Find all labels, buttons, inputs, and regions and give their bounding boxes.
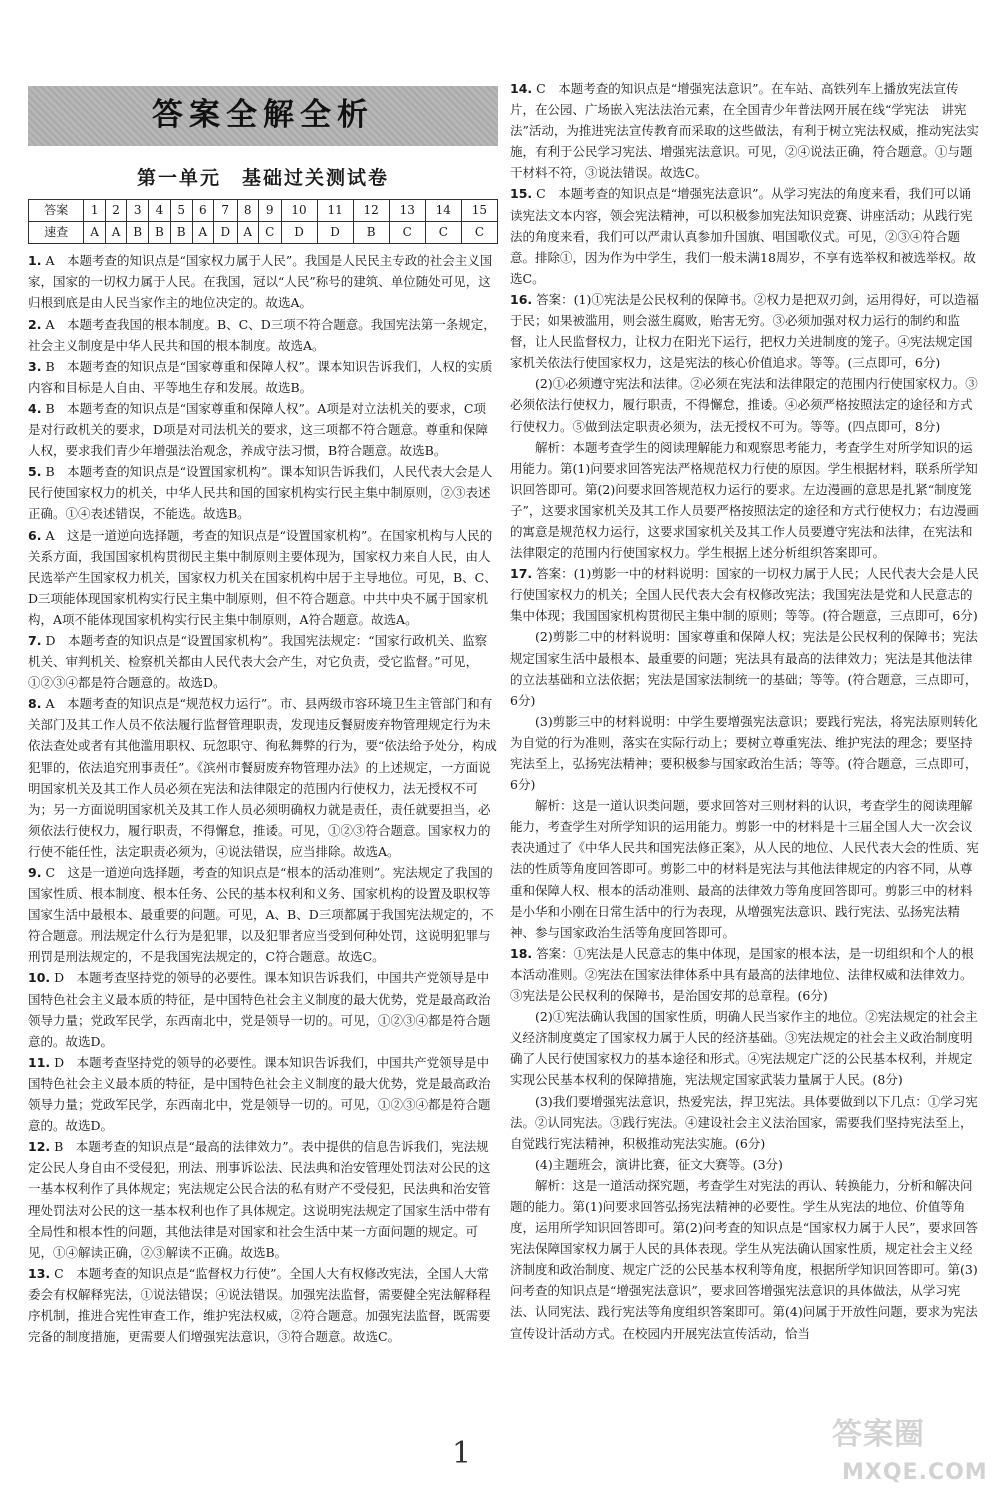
answer-item-number: 17. [510, 566, 533, 582]
answer-item [28, 1263, 498, 1347]
answer-letter-cell: C [389, 222, 425, 244]
answer-item-text: 解析：这是一道活动探究题，考查学生对宪法的再认、转换能力，分析和解决问题的能力。第(1)问要求回答弘扬宪法精神的必要性。学生从宪法的地位、价值等角度，运用所学知识回答即可。第(2)问考查的知识点是“国家权力属于人民”，要求回答宪法保障国家权力属于人民的具体表现。学生从宪法确认国家性质，规定社会主义经济制度和政治制度、规定广泛的公民基本权利等角度，根据所学知识回答即可。第(3)问考查的知识点是“增强宪法意识”，要求回答增强宪法意识的具体做法，从学习宪法、认同宪法、践行宪法等角度组织答案即可。第(4)问属于开放性问题，要求为宪法宣传设计活动方式。在校园内开展宪法宣传活动，恰当 [510, 1177, 978, 1341]
answer-letter-cell: A [237, 222, 258, 244]
answer-number-cell: 2 [105, 200, 126, 222]
answer-table-label-2: 速查 [29, 222, 84, 244]
page-mark: 1 [452, 1436, 472, 1471]
answer-item-text: D 本题考查坚持党的领导的必要性。课本知识告诉我们，中国共产党领导是中国特色社会主义最本质的特征，是中国特色社会主义制度的最大优势，党是最高政治领导力量；党政军民学，东西南北中，党是领导一切的。可见，①②③④都是符合题意的。故选D。 [28, 970, 491, 1049]
watermark-url: MXQE.COM [842, 1460, 988, 1485]
right-column [510, 0, 980, 1344]
answer-item-text: B 本题考查的知识点是“国家尊重和保障人权”。A项是对立法机关的要求，C项是对行政机关的要求，D项是对司法机关的要求，这三项都不符合题意。尊重和保障人权，要求我们青少年增强法治观念，养成守法习惯，B符合题意。故选B。 [28, 400, 489, 459]
answer-number-cell: 9 [258, 200, 281, 222]
answer-number-cell: 13 [389, 200, 425, 222]
answer-item-number: 13. [28, 1265, 51, 1281]
answer-item-number: 8. [28, 696, 42, 712]
answer-number-cell: 1 [84, 200, 105, 222]
answer-item-paragraph [510, 1154, 980, 1175]
answer-number-cell: 3 [127, 200, 149, 222]
answer-item-number: 1. [28, 253, 42, 269]
answer-letter-cell: B [170, 222, 192, 244]
answer-item-text: A 本题考查的知识点是“国家权力属于人民”。我国是人民民主专政的社会主义国家，国家的一切权力属于人民。在我国，冠以“人民”称号的建筑、单位随处可见，这归根到底是由人民当家作主的地位决定的。故选A。 [28, 253, 493, 311]
answer-letter-cell: C [425, 222, 461, 244]
answer-item [28, 525, 498, 630]
answer-item-text: A 这是一道逆向选择题，考查的知识点是“设置国家机构”。在国家机构与人民的关系方面，我国国家机构贯彻民主集中制原则主要体现为，国家权力来自人民，由人民选举产生国家权力机关，国家权力机关在国家机构中居于主导地位。可见，B、C、D三项能体现国家机构实行民主集中制原则，但不符合题意。中共中央不属于国家机构，A项不能体现国家机构实行民主集中制原则，A符合题意。故选A。 [28, 527, 497, 627]
answer-number-cell: 5 [170, 200, 192, 222]
answer-item [28, 967, 498, 1051]
answer-item [28, 693, 498, 862]
answer-item [510, 183, 980, 288]
answer-item-text: C 本题考查的知识点是“监督权力行使”。全国人大有权修改宪法，全国人大常委会有权解释宪法，①说法错误；④说法错误。加强宪法监督，需要健全宪法解释程序机制，推进合宪性审查工作，维护宪法权威，②符合题意。加强宪法监督，既需要完备的制度措施，更需要人们增强宪法意识，③符合题意。故选C。 [28, 1265, 491, 1345]
answer-item-text: 答案：(1)剪影一中的材料说明：国家的一切权力属于人民；人民代表大会是人民行使国家权力的机关；全国人民代表大会有权修改宪法；我国宪法是党和人民意志的集中体现；我国国家机构贯彻民主集中制的原则；等等。(符合题意，三点即可，6分) [510, 566, 979, 624]
answer-item-text: B 本题考查的知识点是“最高的法律效力”。表中提供的信息告诉我们，宪法规定公民人身自由不受侵犯，刑法、刑事诉讼法、民法典和治安管理处罚法对公民的这一基本权利作了具体规定；宪法规定公民合法的私有财产不受侵犯，民法典和治安管理处罚法对公民的这一基本权利也作了具体规定。这说明宪法规定了国家生活中带有全局性和根本性的问题，其他法律是对国家和社会生活中某一方面问题的规定。可见，①④解读正确，②③解读不正确。故选B。 [28, 1139, 491, 1260]
answer-number-cell: 4 [149, 200, 171, 222]
answer-letter-cell: D [213, 222, 237, 244]
answer-item-paragraph [510, 437, 980, 564]
answer-item [28, 1052, 498, 1136]
answer-item-text: C 这是一道逆向选择题，考查的知识点是“根本的活动准则”。宪法规定了我国的国家性质、根本制度、根本任务、公民的基本权利和义务、国家机构的设置及职权等国家生活中最根本、最重要的问题。可见，A、B、D三项都属于我国宪法规定的，不符合题意。刑法规定什么行为是犯罪，以及犯罪者应当受到何种处罚，这说明犯罪与刑罚是刑法规定的，不是我国宪法规定的，C符合题意。故选C。 [28, 865, 494, 965]
answer-item-paragraph [510, 711, 980, 795]
answer-item-text: 解析：本题考查学生的阅读理解能力和观察思考能力，考查学生对所学知识的运用能力。第(1)问要求回答宪法严格规范权力行使的原因。学生根据材料，联系所学知识回答即可。第(2)问要求回答规范权力运行的要求。左边漫画的意思是扎紧“制度笼子”，这要求国家机关及其工作人员要严格按照法定的途径和方式行使权力；右边漫画的寓意是规范权力运行，这要求国家机关及其工作人员要遵守宪法和法律，在宪法和法律限定的范围内行使国家权力。学生根据上述分析组织答案即可。 [510, 439, 979, 561]
answer-letter-cell: B [127, 222, 149, 244]
answer-item [28, 250, 498, 313]
answer-item [28, 862, 498, 967]
answer-item-text: D 本题考查的知识点是“设置国家机构”。我国宪法规定：“国家行政机关、监察机关、审判机关、检察机关都由人民代表大会产生，对它负责，受它监督。”可见，①②③④都是符合题意的。故选D。 [28, 632, 488, 691]
answer-item-text: A 本题考查的知识点是“规范权力运行”。市、县两级市容环境卫生主管部门和有关部门及其工作人员不依法履行监督管理职责，发现违反餐厨废弃物管理规定行为未依法查处或者有其他滥用职权、玩忽职守、徇私舞弊的行为，要“依法给予处分，构成犯罪的，依法追究刑事责任”。《滨州市餐厨废弃物管理办法》的上述规定，一方面说明国家机关及其工作人员必须在宪法和法律限定的范围内行使权力，法无授权不可为；另一方面说明国家机关及其工作人员必须明确权力就是责任，责任就要担当，必须依法行使权力，履行职责，不得懈怠，推诿。可见，①②③符合题意。国家权力的行使不能任性，法定职责必须为，④说法错误，应当排除。故选A。 [28, 696, 497, 859]
answer-item-number: 9. [28, 865, 42, 880]
answer-item-paragraph [510, 626, 980, 710]
answer-item-number: 6. [28, 527, 42, 543]
answer-item [510, 943, 980, 1006]
answer-item-paragraph [510, 795, 980, 943]
answer-number-cell: 7 [213, 200, 237, 222]
answer-number-cell: 15 [461, 200, 497, 222]
answer-item-text: (3)剪影三中的材料说明：中学生要增强宪法意识；要践行宪法，将宪法原则转化为自觉的行为准则，落实在实际行动上；要树立尊重宪法、维护宪法的理念；要坚持宪法至上，弘扬宪法精神；要积极参与国家政治生活；等等。(符合题意，三点即可，6分) [510, 713, 978, 793]
page-title: 答案全解全析 [152, 97, 374, 134]
answer-item-text: 答案：①宪法是人民意志的集中体现，是国家的根本法，是一切组织和个人的根本活动准则。②宪法在国家法律体系中具有最高的法律地位、法律权威和法律效力。③宪法是公民权利的保障书，是治国安邦的总章程。(6分) [510, 945, 974, 1004]
answer-table-label-1: 答案 [29, 200, 84, 222]
answer-item [28, 461, 498, 524]
answer-item-text: (4)主题班会，演讲比赛，征文大赛等。(3分) [535, 1156, 783, 1172]
answer-item-number: 3. [28, 358, 42, 374]
answer-item-number: 5. [28, 464, 42, 480]
answer-item-text: B 本题考查的知识点是“国家尊重和保障人权”。课本知识告诉我们，人权的实质内容和目标是人自由、平等地生存和发展。故选B。 [28, 358, 493, 395]
answer-item-text: D 本题考查坚持党的领导的必要性。课本知识告诉我们，中国共产党领导是中国特色社会主义最本质的特征，是中国特色社会主义制度的最大优势，党是最高政治领导力量；党政军民学，东西南北中，党是领导一切的。可见，①②③④都是符合题意的。故选D。 [28, 1054, 491, 1134]
answer-item [28, 356, 498, 398]
answer-table-number-row [29, 200, 498, 222]
answer-item-text: (2)①宪法确认我国的国家性质，明确人民当家作主的地位。②宪法规定的社会主义经济制度奠定了国家权力属于人民的经济基础。③宪法规定的社会主义政治制度明确了人民行使国家权力的基本途径和形式。④宪法规定广泛的公民基本权利，并规定实现公民基本权利的保障措施，宪法规定国家武装力量属于人民。(8分) [510, 1009, 978, 1088]
answer-item-number: 12. [28, 1139, 51, 1155]
answer-number-cell: 11 [317, 200, 353, 222]
answer-letter-cell: C [461, 222, 497, 244]
answer-item-number: 11. [28, 1054, 51, 1070]
answer-item-text: C 本题考查的知识点是“增强宪法意识”。从学习宪法的角度来看，我们可以诵读宪法文本内容，领会宪法精神，可以积极参加宪法知识竞赛、讲座活动；从践行宪法的角度来看，我们可以严肃认真参加升国旗、唱国歌仪式。可见，②③④符合题意。排除①，因为作为中学生，我们一般未满18周岁，不享有选举权和被选举权。故选C。 [510, 186, 976, 286]
answer-letter-cell: B [149, 222, 171, 244]
answer-number-cell: 10 [281, 200, 317, 222]
answer-item-number: 7. [28, 632, 42, 648]
answer-item [28, 314, 498, 356]
answer-item [510, 289, 980, 373]
answer-item-number: 15. [510, 186, 533, 202]
answer-letter-cell: B [353, 222, 389, 244]
answer-item-text: B 本题考查的知识点是“设置国家机构”。课本知识告诉我们，人民代表大会是人民行使国家权力的机关，中华人民共和国的国家机构实行民主集中制原则，②③表述正确。①④表述错误，不能选。故选B。 [28, 464, 493, 522]
answer-item [28, 1136, 498, 1263]
answer-item-text: (2)①必须遵守宪法和法律。②必须在宪法和法律限定的范围内行使国家权力。③必须依法行使权力，履行职责，不得懈怠，推诿。④必须严格按照法定的途径和方式行使权力。⑤做到法定职责必须为，法无授权不可为。等等。(四点即可，8分) [510, 376, 978, 434]
answer-item [510, 563, 980, 626]
watermark-logo: 答案圈 [832, 1417, 925, 1452]
answer-number-cell: 12 [353, 200, 389, 222]
left-column [28, 0, 498, 1347]
answer-item-paragraph [510, 1006, 980, 1090]
answer-item-text: (2)剪影二中的材料说明：国家尊重和保障人权；宪法是公民权利的保障书；宪法规定国家生活中最根本、最重要的问题；宪法具有最高的法律效力；宪法是其他法律的立法基础和立法依据；宪法是国家法制统一的基础；等等。(符合题意，三点即可，6分) [510, 629, 978, 708]
answer-letter-cell: A [192, 222, 213, 244]
answer-item-text: C 本题考查的知识点是“增强宪法意识”。在车站、高铁列车上播放宪法宣传片，在公园、广场嵌入宪法法治元素，在全国青少年普法网开展在线“学宪法 讲宪法”活动，为推进宪法宣传教育而采取的这些做法，有利于树立宪法权威，推动宪法实施，有利于公民学习宪法、增强宪法意识。可见，②④说法正确，符合题意。①与题干材料不符，③说法错误。故选C。 [510, 81, 979, 181]
answer-item-number: 14. [510, 81, 533, 96]
answer-item [28, 630, 498, 693]
answer-item-number: 4. [28, 400, 42, 416]
answer-item-text: A 本题考查我国的根本制度。B、C、D三项不符合题意。我国宪法第一条规定，社会主义制度是中华人民共和国的根本制度。故选A。 [28, 316, 496, 353]
answer-number-cell: 6 [192, 200, 213, 222]
left-answer-list [28, 250, 498, 1347]
answer-letter-cell: D [281, 222, 317, 244]
answer-letter-cell: A [105, 222, 126, 244]
answer-table-answer-row [29, 222, 498, 244]
answer-item-text: 解析：这是一道认识类问题，要求回答对三则材料的认识，考查学生的阅读理解能力，考查学生对所学知识的运用能力。剪影一中的材料是十三届全国人大一次会议表决通过了《中华人民共和国宪法修正案》，从人民的地位、人民代表大会的性质、宪法的性质等角度回答即可。剪影二中的材料是宪法与其他法律规定的内容不同，从尊重和保障人权、根本的活动准则、最高的法律效力等角度回答即可。剪影三中的材料是小华和小刚在日常生活中的行为表现，从增强宪法意识、践行宪法、弘扬宪法精神、参与国家政治生活等角度回答即可。 [510, 798, 979, 940]
answer-letter-cell: C [258, 222, 281, 244]
answer-number-cell: 14 [425, 200, 461, 222]
answer-item-paragraph [510, 1091, 980, 1154]
answer-item [510, 78, 980, 183]
answer-letter-cell: A [84, 222, 105, 244]
answer-item-number: 2. [28, 316, 42, 332]
answer-item-number: 18. [510, 945, 533, 961]
answer-item-paragraph [510, 1175, 980, 1344]
answer-letter-cell: D [317, 222, 353, 244]
unit-title: 第一单元 基础过关测试卷 [136, 167, 389, 189]
answer-item [28, 398, 498, 461]
answer-item-paragraph [510, 373, 980, 436]
right-answer-list [510, 78, 980, 1344]
answer-table [28, 199, 498, 244]
title-banner [28, 86, 498, 146]
answer-item-number: 10. [28, 970, 51, 986]
answer-item-text: (3)我们要增强宪法意识，热爱宪法，捍卫宪法。具体要做到以下几点：①学习宪法。②认同宪法。③践行宪法。④建设社会主义法治国家，需要我们坚持宪法至上，自觉践行宪法精神，积极推动宪法实施。(6分) [510, 1093, 978, 1151]
answer-number-cell: 8 [237, 200, 258, 222]
answer-item-text: 答案：(1)①宪法是公民权利的保障书。②权力是把双刃剑，运用得好，可以造福于民；如果被滥用，则会滋生腐败，贻害无穷。③必须加强对权力运行的制约和监督，让人民监督权力，让权力在阳光下运行，把权力关进制度的笼子。④宪法规定国家机关依法行使国家权力，这是宪法的核心价值追求。等等。(三点即可，6分) [510, 291, 979, 371]
answer-item-number: 16. [510, 291, 533, 307]
